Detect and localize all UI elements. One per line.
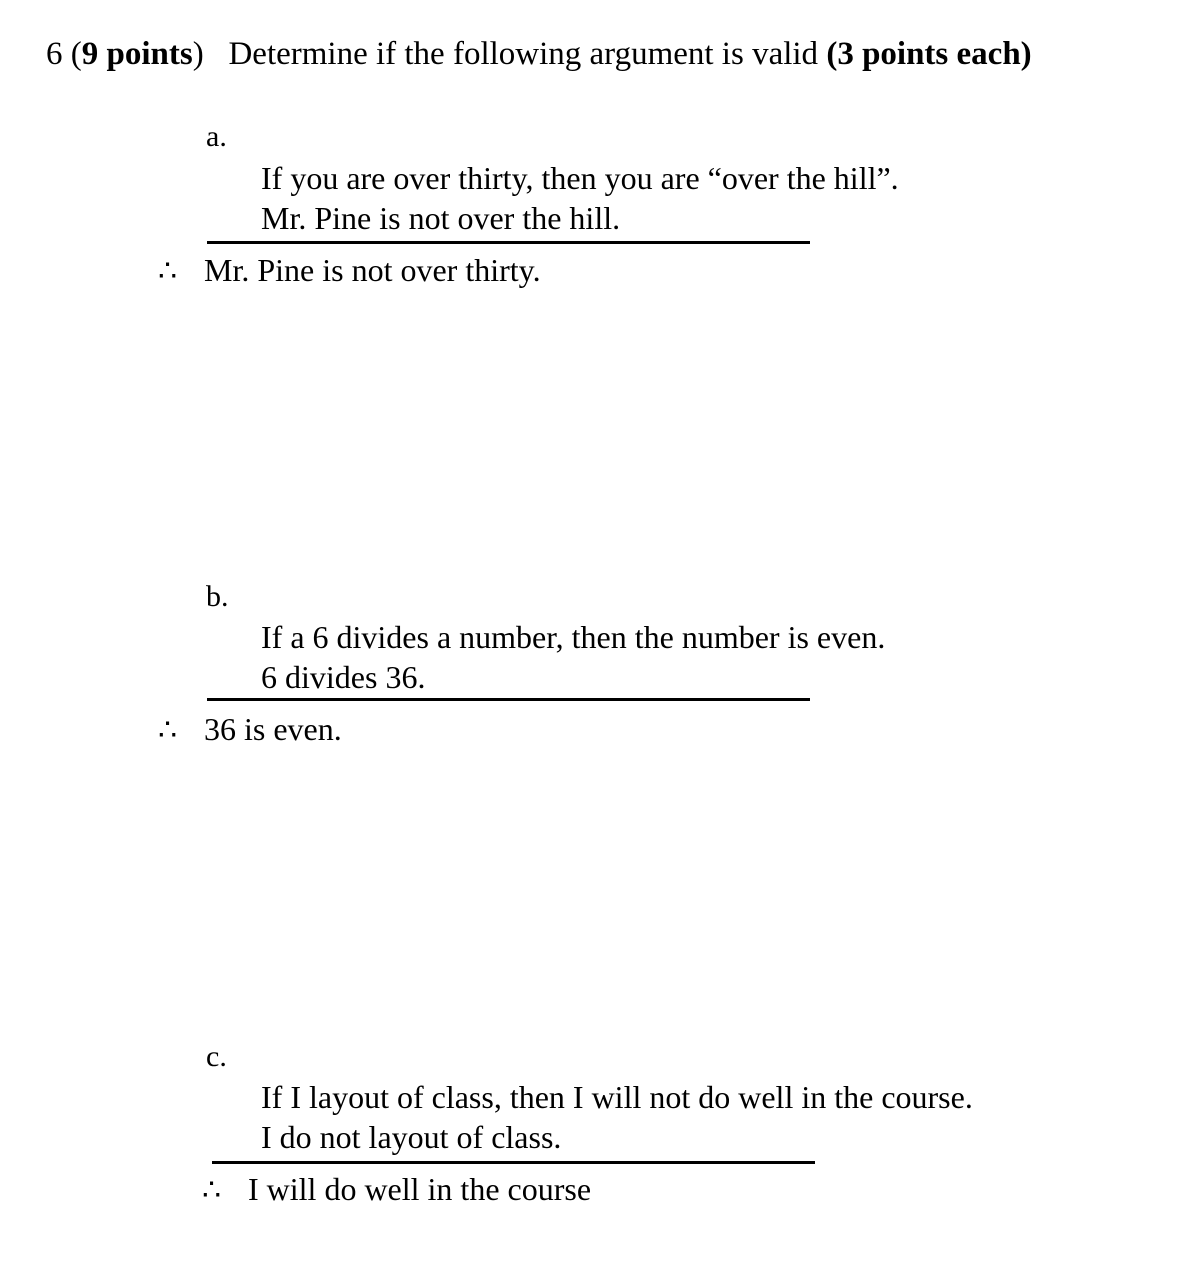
conclusion: I will do well in the course <box>248 1171 592 1207</box>
premise-2: Mr. Pine is not over the hill. <box>261 200 621 236</box>
question-prompt: Determine if the following argument is valid <box>228 36 819 72</box>
premise-1: If a 6 divides a number, then the number is even. <box>261 619 886 655</box>
conclusion: Mr. Pine is not over thirty. <box>204 252 541 288</box>
part-label: b. <box>206 580 229 613</box>
premise-1: If I layout of class, then I will not do well in the course. <box>261 1079 973 1115</box>
conclusion-divider <box>207 241 810 244</box>
conclusion-divider <box>207 698 810 701</box>
premise-2: I do not layout of class. <box>261 1119 562 1155</box>
premise-1: If you are over thirty, then you are “over the hill”. <box>261 160 899 196</box>
points-each: 3 points each <box>837 36 1021 72</box>
question-points: 9 points <box>81 36 193 72</box>
question-number: 6 <box>46 36 63 72</box>
part-label: c. <box>206 1040 227 1073</box>
conclusion-divider <box>212 1161 815 1164</box>
therefore-symbol: ∴ <box>202 1174 222 1207</box>
therefore-symbol: ∴ <box>158 714 178 747</box>
therefore-symbol: ∴ <box>158 255 178 288</box>
question-header: 6 (9 points) Determine if the following argument is valid (3 points each) <box>46 36 1032 72</box>
part-label: a. <box>206 120 227 153</box>
premise-2: 6 divides 36. <box>261 659 426 695</box>
conclusion: 36 is even. <box>204 711 342 747</box>
